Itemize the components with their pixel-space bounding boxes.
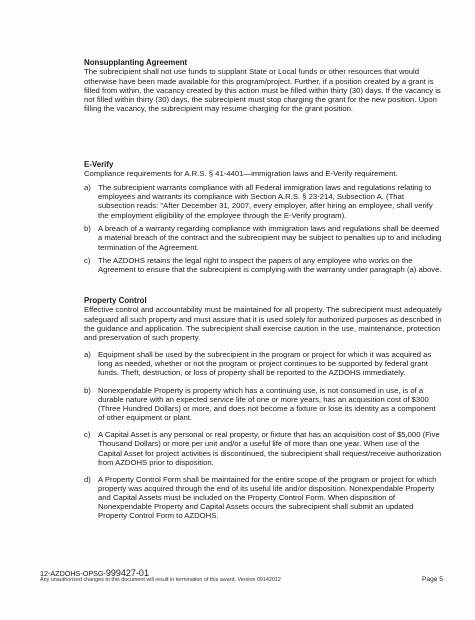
everify-item-b	[84, 224, 442, 251]
item-text: A Property Control Form shall be maintained for the entire scope of the program or project for which property was acquired through the end of its useful life and/or disposition. Nonexpendable Property and Capital Assets must be included on the Property Control Form. When disposition of Nonexpendable Property and Capital Assets occurs the subrecipient shall submit an updated Property Control Form to AZDOHS.	[98, 474, 437, 521]
item-text: A breach of a warranty regarding compliance with immigration laws and regulations shall be deemed a material breach of the contract and the subrecipient may be subject to penalties up to and including termination of the Agreement.	[98, 224, 442, 252]
property-control-section	[84, 296, 442, 521]
everify-item-c	[84, 256, 442, 274]
property-intro: Effective control and accountability must be maintained for all property. The subrecipient must adequately safeguard all such property and must assure that it is used solely for authorized purposes as described in the guidance and application. The subrecipient shall exercise caution in the use, maintenance, protection and preservation of such property.	[84, 305, 442, 342]
item-text: The AZDOHS retains the legal right to inspect the papers of any employee who works on the Agreement to ensure that the subrecipient is complying with the warranty under paragraph (a) above.	[98, 256, 442, 275]
property-item-c	[84, 430, 442, 467]
item-text: Equipment shall be used by the subrecipient in the program or project for which it was acquired as long as needed, whether or not the program or project continues to be supported by federal grant funds. Theft, destruction, or loss of property shall be reported to the AZDOHS immediately.	[98, 350, 432, 378]
item-text: Nonexpendable Property is property which has a continuing use, is not consumed in use, is of a durable nature with an expected service life of one or more years, has an acquisition cost of $300 (Three Hundred Dollars) or more, and does not become a fixture or lose its identity as a component of other equipment or plant.	[98, 385, 436, 423]
item-label: d)	[84, 474, 91, 484]
nonsupplanting-body: The subrecipient shall not use funds to supplant State or Local funds or other resources that would otherwise have been made available for this program/project. Further, if a position created by a grant is filled from within, the vacancy created by this action must be filled within thirty (30) days. If the vacancy is not filled within thirty (30) days, the subrecipient must stop charging the grant for the new position. Upon filling the vacancy, the subrecipient may resume charging for the grant position.	[84, 67, 441, 114]
item-label: c)	[84, 430, 91, 440]
item-label: a)	[84, 350, 91, 360]
footer-note: Any unauthorized changes to this document will result in termination of this award. Version 09142012	[40, 577, 281, 583]
property-heading: Property Control	[84, 296, 147, 305]
property-item-b	[84, 386, 442, 423]
item-text: The subrecipient warrants compliance with all Federal immigration laws and regulations relating to employees and warrants its compliance with Section A.R.S. § 23-214, Subsection A. (That subsection reads: "After December 31, 2007, every employer, after hiring an employee, shall verify the employment eligibility of the employee through the E-Verify program).	[98, 183, 433, 220]
everify-item-a	[84, 183, 442, 220]
everify-intro: Compliance requirements for A.R.S. § 41-4401—immigration laws and E-Verify requirement.	[84, 169, 398, 179]
nonsupplanting-section	[84, 58, 442, 113]
everify-section	[84, 160, 442, 275]
item-text: A Capital Asset is any personal or real property, or fixture that has an acquisition cost of $5,000 (Five Thousand Dollars) or more per unit and/or a useful life of more than one year. When use of the Capital Asset for project activities is discontinued, the subrecipient shall request/receive authorization from AZDOHS prior to disposition.	[98, 430, 442, 467]
item-label: b)	[84, 385, 91, 395]
everify-heading: E-Verify	[84, 160, 114, 169]
item-label: c)	[84, 256, 91, 266]
page-number: Page 5	[422, 576, 443, 583]
property-item-a	[84, 350, 442, 377]
nonsupplanting-heading: Nonsupplanting Agreement	[84, 58, 188, 67]
item-label: b)	[84, 224, 91, 234]
document-code-prefix: 12-AZDOHS-OPSG-	[40, 569, 106, 578]
document-code-number: 999427-01	[105, 568, 149, 578]
item-label: a)	[84, 183, 91, 193]
property-item-d	[84, 475, 442, 521]
